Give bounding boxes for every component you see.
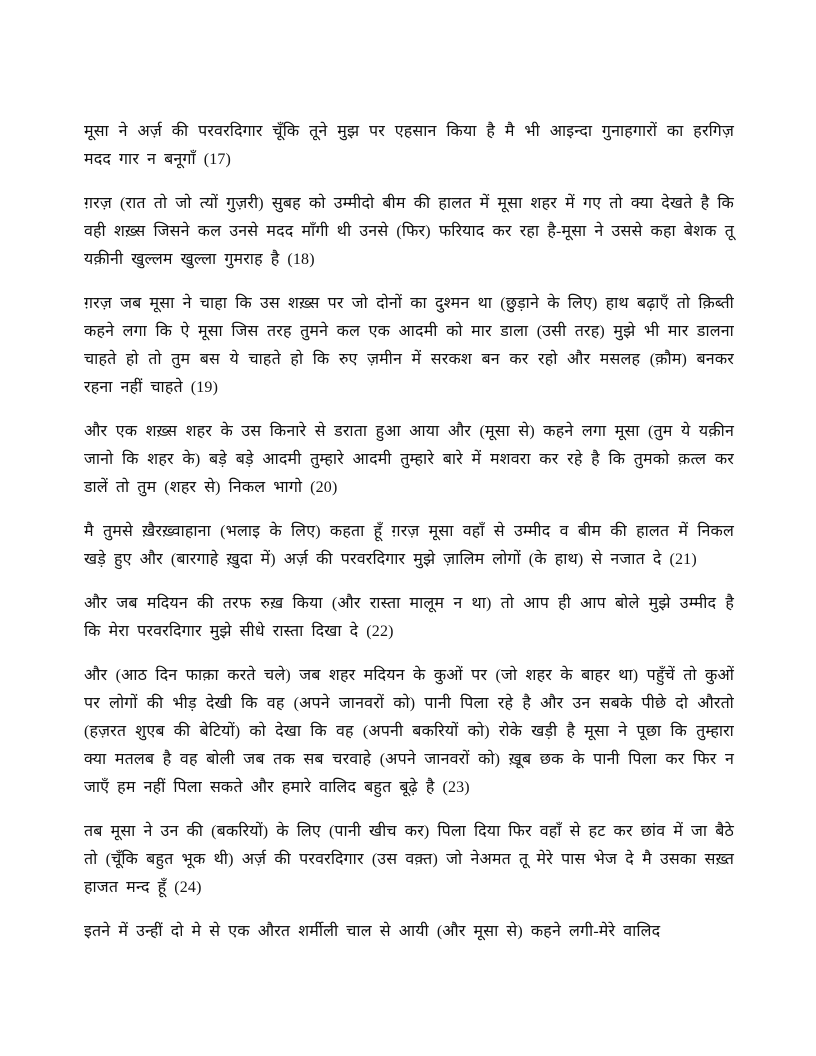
text-column: [84, 118, 734, 946]
verse-19-paragraph: ग़रज़ जब मूसा ने चाहा कि उस शख़्स पर जो दोनों का दुश्मन था (छुड़ाने के लिए) हाथ बढ़ाएँ तो क़िब्ती कहने लगा कि ऐ मूसा जिस तरह तुमने कल एक आदमी को मार डाला (उसी तरह) मुझे भी मार डालना चाहते हो तो तुम बस ये चाहते हो कि रुए ज़मीन में सरकश बन कर रहो और मसलह (क़ौम) बनकर रहना नहीं चाहते (19): [84, 295, 734, 396]
verse-18-paragraph: ग़रज़ (रात तो जो त्यों गुज़री) सुबह को उम्मीदो बीम की हालत में मूसा शहर में गए तो क्या देखते है कि वही शख़्स जिसने कल उनसे मदद माँगी थी उनसे (फिर) फरियाद कर रहा है-मूसा ने उससे कहा बेशक तू यक़ीनी खुल्लम खुल्ला गुमराह है (18): [84, 195, 734, 268]
verse-24-paragraph: तब मूसा ने उन की (बकरियों) के लिए (पानी खीच कर) पिला दिया फिर वहाँ से हट कर छांव में जा बैठे तो (चूँकि बहुत भूक थी) अर्ज़ की परवरदिगार (उस वक़्त) जो नेअमत तू मेरे पास भेज दे मै उसका सख़्त हाजत मन्द हूँ (24): [84, 823, 734, 896]
verse-20-paragraph: और एक शख़्स शहर के उस किनारे से डराता हुआ आया और (मूसा से) कहने लगा मूसा (तुम ये यक़ीन जानो कि शहर के) बड़े बड़े आदमी तुम्हारे आदमी तुम्हारे बारे में मशवरा कर रहे है कि तुमको क़त्ल कर डालें तो तुम (शहर से) निकल भागो (20): [84, 423, 734, 496]
verse-22-paragraph: और जब मदियन की तरफ रुख़ किया (और रास्ता मालूम न था) तो आप ही आप बोले मुझे उम्मीद है कि मेरा परवरदिगार मुझे सीधे रास्ता दिखा दे (22): [84, 595, 734, 640]
verse-23-paragraph: और (आठ दिन फाक़ा करते चले) जब शहर मदियन के कुओं पर (जो शहर के बाहर था) पहुँचें तो कुओं पर लोगों की भीड़ देखी कि वह (अपने जानवरों को) पानी पिला रहे है और उन सबके पीछे दो औरतो (हज़रत शुएब की बेटियों) को देखा कि वह (अपनी बकरियों को) रोके खड़ी है मूसा ने पूछा कि तुम्हारा क्या मतलब है वह बोली जब तक सब चरवाहे (अपने जानवरों को) ख़ूब छक के पानी पिला कर फिर न जाएँ हम नहीं पिला सकते और हमारे वालिद बहुत बूढ़े है (23): [84, 667, 734, 796]
continuation-paragraph: इतने में उन्हीं दो मे से एक औरत शर्मीली चाल से आयी (और मूसा से) कहने लगी-मेरे वालिद: [84, 923, 661, 940]
verse-21-paragraph: मै तुमसे ख़ैरख़्वाहाना (भलाइ के लिए) कहता हूँ ग़रज़ मूसा वहाँ से उम्मीद व बीम की हालत में निकल खड़े हुए और (बारगाहे ख़ुदा में) अर्ज़ की परवरदिगार मुझे ज़ालिम लोगों (के हाथ) से नजात दे (21): [84, 523, 734, 568]
verse-17-paragraph: मूसा ने अर्ज़ की परवरदिगार चूँकि तूने मुझ पर एहसान किया है मै भी आइन्दा गुनाहगारों का हरगिज़ मदद गार न बनूगाँ (17): [84, 123, 734, 168]
